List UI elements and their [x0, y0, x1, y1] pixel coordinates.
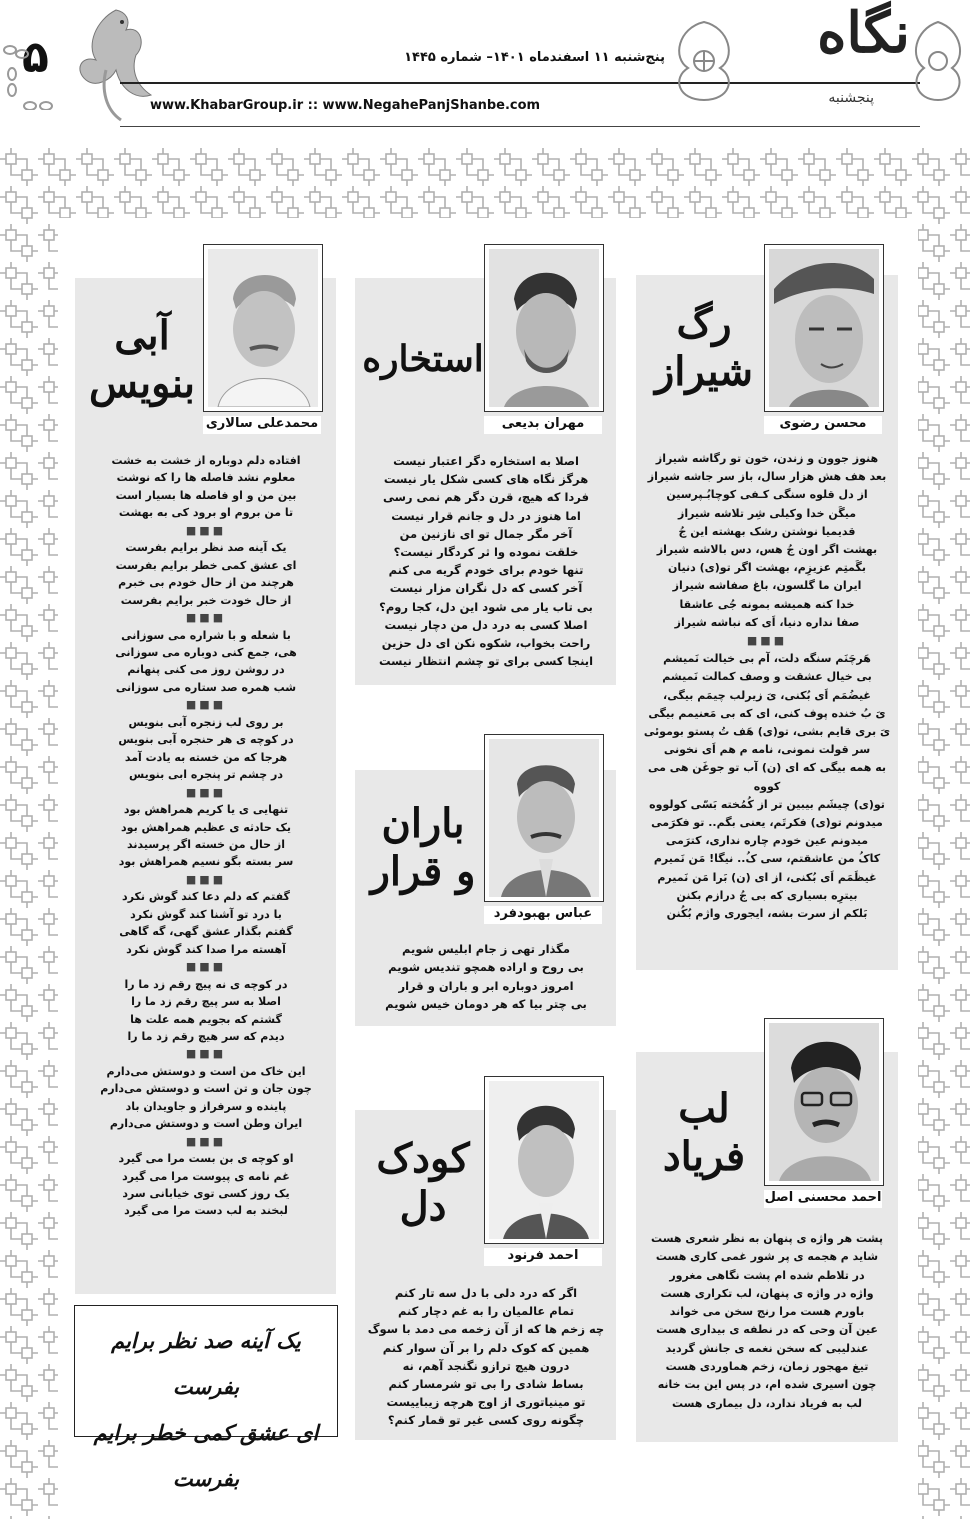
poem-line: بی چتر بیا که هر دومان خیس شویم — [385, 997, 587, 1012]
poem-text-rag-shiraz — [642, 450, 892, 923]
title-line: بنویس — [89, 360, 195, 407]
poem-line: در کوچه ی هر حنجره آبی بنویس — [118, 733, 294, 747]
poem-line: با درد تو آشنا کند گوش نکرد — [130, 907, 282, 921]
page-number: ۵ — [22, 32, 49, 83]
masthead — [0, 0, 970, 135]
author-name-mohammadali-salari: محمدعلی سالاری — [203, 416, 321, 434]
poem-line: غیظَمَم اَی بُکنی، از ای (ن) بَرا مَن نَمیرم — [657, 870, 877, 884]
poem-text-baran-qarar — [362, 940, 610, 1014]
author-name-ahmad-mohseni-asl: احمد محسنی اصل — [764, 1190, 882, 1208]
poem-line: ایران ما گلسون، باغ صفاشه شیراز — [672, 579, 862, 593]
poem-title-abi-benevis — [82, 312, 202, 408]
poem-line: بَلکم از سرت بشه، ایجوری واژم بُکُنن — [666, 907, 868, 921]
stanza-separator: ■■■ — [746, 634, 788, 648]
title-line: شیراز — [654, 348, 754, 395]
poem-title-baran-qarar — [362, 800, 484, 896]
poem-line: هَرچَنَم سنگه دلت، آم بی خیالت نَمیشم — [663, 652, 871, 666]
poem-line: بعد هف هش هزار سال، باز سر جاشه شیراز — [647, 470, 887, 484]
poem-line: سر بسته بگو نسیم همراهش بود — [118, 855, 294, 869]
poem-line: تنهایی ی یا کریم همراهش بود — [123, 803, 289, 817]
calligraphy-line: یک آینه صد نظر برایم بفرست — [111, 1328, 301, 1399]
poem-line: عین آن وحی که در نطفه ی بیداری هست — [656, 1323, 878, 1337]
author-photo-ahmad-mohseni-asl — [764, 1018, 884, 1186]
portrait-icon — [769, 1023, 879, 1181]
poem-line: هنوز جوون و زندن، خون تو رگاشه شیراز — [655, 452, 879, 465]
author-photo-mohsen-razavi — [764, 244, 884, 412]
chain-ornament-icon — [0, 40, 70, 110]
poem-line: بی خیال عشقت و وصف کمالت نَمیشم — [662, 670, 872, 684]
stanza-separator: ■■■ — [185, 611, 227, 625]
title-line: رگ — [676, 300, 732, 347]
poem-line: هرگز نگاه های کسی شکل یار نیست — [383, 472, 589, 487]
poem-line: باورم هست مرا رنج سخن می خواند — [669, 1305, 865, 1319]
poem-line: یَ بری قایم بشی، تو(ی) هَف تُ پستو بوموئی — [643, 725, 891, 739]
poem-line: راحت بخواب، شکوه نکن ای دل حزین — [381, 636, 591, 651]
website-urls[interactable]: www.KhabarGroup.ir :: www.NegahePanjShanbe.com — [150, 98, 541, 113]
poem-line: چون جان و تن است و دوستش می‌دارم — [100, 1082, 312, 1096]
poem-line: مگذار تهی ز جام ابلیس شویم — [402, 942, 570, 956]
poem-line: دیدم که سر هیچ رقم زد ما را — [127, 1029, 285, 1043]
header-rule-bottom — [120, 126, 920, 127]
poem-line: تنها خودم برای خودم گریه می کنم — [388, 563, 584, 578]
title-line: لب — [678, 1085, 730, 1132]
poem-title-estekhareh — [362, 335, 484, 383]
poem-title-rag-shiraz — [644, 300, 764, 396]
poem-line: میدونم تو(ی) فکرتَم، یعنی بگم.. تو فکرَمی — [651, 816, 883, 830]
poem-line: اصلا کسی به درد دل من دچار نیست — [384, 617, 588, 632]
poem-text-lab-faryad — [642, 1230, 892, 1413]
poem-line: بین من و او فاصله ها بسیار است — [115, 488, 297, 502]
poem-title-koodak-del — [362, 1135, 484, 1231]
poem-line: خدا کنه همیشه بمونه جُی عاشقا — [679, 597, 855, 611]
title-line: و قرار — [370, 848, 476, 895]
poem-line: بهشت اگر اون جُ هس، دس بالاشه شیراز — [656, 543, 878, 557]
title-line: استخاره — [362, 338, 484, 380]
poem-line: واژه در واژه ی پنهان، لب تکراری هست — [660, 1286, 874, 1300]
poem-text-estekhareh — [362, 452, 610, 670]
poem-line: چون اسیری شده ام، در پس این بت خانه — [657, 1378, 877, 1392]
portrait-icon — [489, 739, 599, 897]
logo-subtitle: پنجشنبه — [828, 90, 874, 106]
poem-line: ایران وطن است و دوستش می‌دارم — [109, 1117, 303, 1131]
poem-line: در کوچه ی نه پیچ رقم زد ما را — [124, 977, 288, 991]
portrait-icon — [208, 249, 318, 407]
poem-line: آخر کسی که دل نگران مزار نیست — [389, 581, 583, 596]
poem-line: پاینده و سرفراز و جاویدان باد — [125, 1099, 287, 1113]
poem-line: سر قولت نمونی، نامه م هم اَی نخونی — [663, 743, 871, 757]
poem-line: بی روح و اراده همچو تندیس شویم — [388, 960, 584, 975]
poem-line: معلوم نشد فاصله ها را که نوشت — [116, 471, 296, 485]
poem-line: به همه بیگی که ای (ن) آب تو جوغَن هی می کووه — [647, 761, 887, 793]
poem-text-abi-benevis — [82, 452, 330, 1220]
arabesque-right-icon — [906, 18, 970, 104]
logo-wordmark: نگاه — [817, 0, 910, 66]
author-name-abbas-behboodfard: عباس بهبودفرد — [484, 906, 602, 924]
calligraphy-line: ای عشق کمی خطر برایم بفرست — [93, 1420, 319, 1491]
poem-line: بگَمتِم عزیزِم، بهشت اگر تو(ی) دنیان — [668, 561, 866, 575]
poem-line: هرجا که من خسته به یادت آمد — [124, 750, 288, 764]
author-name-mehran-badiei: مهران بدیعی — [484, 416, 602, 434]
poem-line: غم نامه ی پیوست مرا می گیرد — [122, 1169, 290, 1183]
poem-line: اینجا کسی برای تو چشم انتظار نیست — [378, 654, 594, 669]
issue-date-line: پنج‌شنبه ۱۱ اسفندماه ۱۴۰۱– شماره ۱۴۴۵ — [404, 50, 665, 65]
poem-line: کاکُ من عاشقتم، سی کُ.. نیگا! مَن نَمیرم — [653, 852, 881, 866]
arabesque-left-icon — [668, 18, 740, 104]
stanza-separator: ■■■ — [185, 698, 227, 712]
stanza-separator: ■■■ — [185, 785, 227, 799]
poem-line: چه زخم ها که از آن زخمه می دمد با سوگ — [367, 1322, 605, 1337]
poem-line: اصلا به استخاره دگر اعتبار نیست — [393, 454, 579, 468]
poem-line: از حال خودت خبر برایم بفرست — [120, 593, 292, 607]
title-line: کودک — [376, 1135, 470, 1182]
poem-line: بر روی لب زنجره آبی بنویس — [128, 715, 284, 729]
poem-line: فردا که هیچ، قرن دگر هم نمی رسی — [382, 490, 589, 505]
poem-line: گفتم بگذار عشق گهی، گه گاهی — [119, 925, 293, 939]
poem-line: همین که کوک دلم را بر آن سوار کنم — [382, 1340, 590, 1355]
title-line: دل — [399, 1183, 447, 1230]
poem-line: خلقت نموده وا ثر کردگار نیست؟ — [393, 545, 579, 560]
poem-line: تا من بروم او برود کی به بهشت — [118, 506, 294, 520]
poem-line: میگَن خدا وکیلی شِر تلاشه شیراز — [677, 506, 857, 520]
stanza-separator: ■■■ — [185, 960, 227, 974]
poem-line: هرچند من از حال خودم بی خبرم — [118, 576, 294, 590]
stanza-separator: ■■■ — [185, 523, 227, 537]
poem-line: ای عشق کمی خطر برایم بفرست — [115, 558, 297, 572]
portrait-icon — [489, 1081, 599, 1239]
poem-line: با شعله و با شراره می سوزانی — [121, 628, 291, 642]
author-photo-mehran-badiei — [484, 244, 604, 412]
poem-line: تیغ مهجور زمان، زخم هماوردی هست — [665, 1360, 869, 1374]
poem-line: از دل قلوه سنگی کـفی کوچابُـپرسین — [666, 488, 868, 502]
title-line: آبی — [114, 312, 170, 359]
poem-line: امروز دوباره ابر و باران و قرار — [398, 978, 574, 993]
poem-line: در چشم تر پنجره ابی بنویس — [129, 768, 283, 782]
title-line: فریاد — [662, 1133, 746, 1180]
poem-line: آخر مگر جمال تو ای نازنین من — [399, 526, 573, 541]
poem-line: در روشن روز می کنی پنهانم — [127, 663, 285, 677]
poem-line: لب به فریاد ندارد، دل بیماری هست — [671, 1396, 863, 1410]
poem-line: قدیمیا نوشتن رشک بهشته این جُ — [678, 524, 856, 538]
poem-line: عندلیبی که سخن نغمه ی جانش گردید — [665, 1341, 869, 1355]
author-name-mohsen-razavi: محسن رضوی — [764, 416, 882, 434]
author-name-ahmad-farnood: احمد فرنود — [484, 1248, 602, 1266]
poem-line: غیضُمَم اَی بُکنی، یَ زیرلب چیمَم بیگی، — [663, 688, 871, 702]
poem-line: میدونم عین خودم چاره نداری، کترَمی — [665, 834, 869, 848]
poem-line: پشت هر واژه ی پنهان به نظر شعری هست — [651, 1232, 883, 1245]
poem-text-koodak-del — [362, 1284, 610, 1430]
poem-line: آهسته مرا صدا کند گوش نکرد — [126, 942, 286, 956]
newspaper-logo — [668, 0, 970, 125]
poem-line: اما هنوز در دل و جانم قرار نیست — [391, 508, 581, 523]
poem-line: این خاک من است و دوستش می‌دارم — [106, 1064, 306, 1078]
poem-line: لبخند به لب دست مرا می گیرد — [124, 1204, 288, 1218]
poem-line: از حال من خسته اگر پرسیدند — [127, 837, 285, 851]
poem-line: تو(ی) چیشَم بیبین تر از کُمُخته بَسّی کولووه — [649, 797, 885, 811]
poem-title-lab-faryad — [644, 1085, 764, 1181]
title-line: باران — [381, 800, 465, 847]
poem-line: صفا نداره دنیا، اَی که نباشه شیراز — [674, 615, 860, 629]
poem-line: اصلا به سر پیچ رقم زد ما را — [131, 995, 281, 1009]
poem-line: گفتم که دلم دعا کند گوش نکرد — [122, 890, 290, 904]
poem-line: در تلاطم شده ام پشت نگاهی مغرور — [669, 1268, 865, 1282]
portrait-icon — [489, 249, 599, 407]
poem-line: او کوچه ی بن بست مرا می گیرد — [118, 1152, 294, 1166]
poem-line: بیترِه بسیاری که بی جُ درازم بکنن — [676, 888, 858, 902]
poem-line: تمام عالمیان را به غم دچار کنم — [397, 1304, 575, 1319]
stanza-separator: ■■■ — [185, 872, 227, 886]
poem-line: یَ بُ خنده پوف کنی، ای که بی مَعنیمم بیگی — [648, 706, 886, 720]
calligraphy-box — [74, 1305, 338, 1491]
poem-line: افتاده دلم دوباره از خشت به خشت — [111, 454, 301, 467]
poem-line: بی تاب یار می شود این دل، کجا روم؟ — [379, 599, 593, 614]
poem-line: گشتم که بجویم همه علت ها — [130, 1012, 282, 1026]
phoenix-ornament-icon — [66, 0, 158, 125]
poem-line: چگونه روی کسی غیر تو قمار کنم؟ — [387, 1413, 585, 1428]
portrait-icon — [769, 249, 879, 407]
author-photo-abbas-behboodfard — [484, 734, 604, 902]
poem-line: درون هیچ ترازو نگنجد آهم، نه — [402, 1358, 570, 1373]
poem-line: یک حادثه ی عظیم همراهش بود — [121, 820, 291, 834]
poem-line: تو مینیاتوری از اوج هرچه زیباییست — [386, 1395, 586, 1410]
poem-line: شاید م هجمه ی پر شور غمی کاری هست — [655, 1250, 879, 1264]
stanza-separator: ■■■ — [185, 1047, 227, 1061]
stanza-separator: ■■■ — [185, 1134, 227, 1148]
poem-line: یک آینه صد نظر برایم بفرست — [125, 541, 287, 555]
author-photo-ahmad-farnood — [484, 1076, 604, 1244]
poem-line: یک روز کسی توی خیابانی سرد — [122, 1187, 290, 1201]
poem-line: اگر که درد دلی با دل سه تار کنم — [394, 1286, 578, 1300]
poem-line: هی، جمع کنی دوباره می سوزانی — [115, 645, 297, 659]
poem-line: شب همره صد ستاره می سوزانی — [115, 680, 297, 694]
poem-line: بساط شادی را بی تو شرمسار کنم — [388, 1377, 584, 1392]
author-photo-mohammadali-salari — [203, 244, 323, 412]
